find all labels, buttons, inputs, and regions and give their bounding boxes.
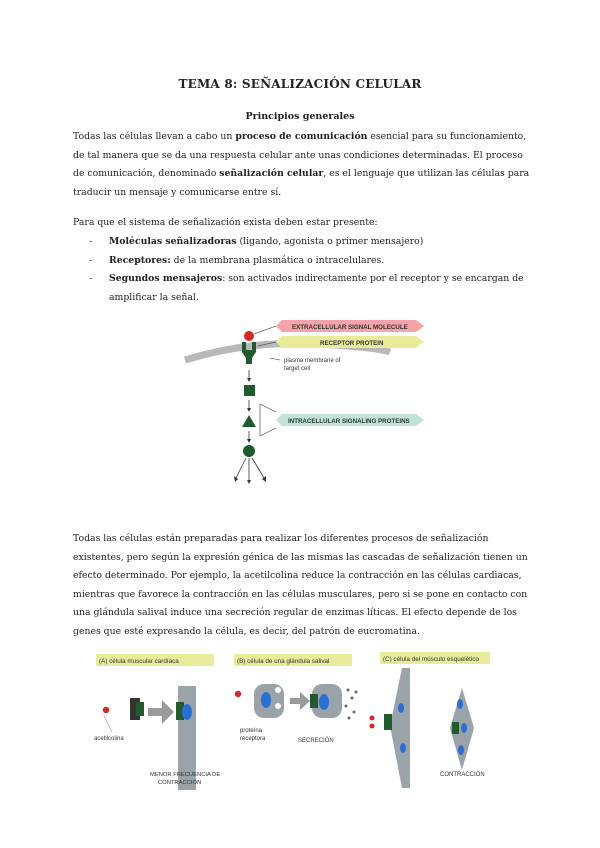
requirements-list — [89, 233, 529, 307]
list-text: (ligando, agonista o primer mensajero) — [236, 236, 424, 247]
receptor-label: RECEPTOR PROTEIN — [320, 340, 384, 347]
panel-a-result-2: CONTRACCIÓN — [158, 780, 202, 786]
list-term: Segundos mensajeros — [109, 273, 223, 284]
skeletal-cell-1 — [390, 668, 410, 788]
extracellular-label: EXTRACELLULAR SIGNAL MOLECULE — [292, 324, 408, 331]
list-dash: - — [89, 236, 93, 247]
p1-bold-process: proceso de comunicación — [235, 131, 368, 142]
requirements-paragraph: Para que el sistema de señalización exista deben estar presente: — [73, 217, 378, 228]
membrane-label-2: target cell — [284, 366, 311, 372]
list-item — [89, 252, 529, 271]
intracellular-label: INTRACELLULAR SIGNALING PROTEINS — [288, 418, 410, 425]
expression-paragraph: Todas las células están preparadas para realizar los diferentes procesos de señalización existentes, pero según la expresión génica de las mismas las cascadas de señalización tienen un efecto determinado. Por ejemplo, la acetilcolina reduce la contracción en las células cardiacas, mientras que favorece la contracción en las células musculares, pero si se pone en contacto con una glándula salival induce una secreción regular de enzimas líticas. El efecto depende de los genes que esté expresando la célula, es decir, del patrón de eucromatina. — [73, 533, 528, 637]
section-subtitle: Principios generales — [245, 111, 355, 122]
intracellular-protein-triangle — [242, 415, 256, 427]
p1-text-c: esencial para su funcionamiento, de tal manera que se da una respuesta celular ante unas condiciones determinadas. El proceso de comunicación, denominado — [73, 131, 527, 179]
protein-label-1: proteína — [240, 728, 263, 734]
p1-text-e: , es el lenguaje que utilizan las células para traducir un mensaje y comunicarse entre sí. — [73, 168, 530, 198]
p1-text-a: Todas las células llevan a cabo un — [73, 131, 236, 142]
membrane-label-1: plasma membrane of — [284, 358, 341, 364]
list-dash: - — [89, 273, 93, 284]
intracellular-protein-circle — [243, 445, 255, 457]
acetylcholine-dot-b — [235, 691, 241, 697]
intro-paragraph — [73, 128, 531, 202]
cell-examples-figure — [90, 648, 520, 798]
arrow-a — [148, 700, 174, 724]
list-term: Receptores: — [109, 254, 171, 266]
list-text: de la membrana plasmática o intracelulares. — [170, 254, 385, 266]
list-item — [89, 270, 529, 307]
panel-a-result-1: MENOR FRECUENCIA DE — [150, 772, 221, 778]
acetylcholine-dot-a — [103, 707, 109, 713]
arrow-b — [290, 692, 310, 710]
signal-molecule-dot — [244, 331, 254, 341]
list-term: Moléculas señalizadoras — [109, 236, 237, 247]
list-item — [89, 233, 529, 252]
protein-label-2: receptora — [240, 736, 266, 742]
page-title: TEMA 8: SEÑALIZACIÓN CELULAR — [178, 77, 422, 91]
acetylcholine-label: acetilcolina — [94, 736, 124, 742]
panel-b-label: (B) célula de una glándula salival — [237, 658, 330, 665]
panel-c-label: (C) célula del músculo esquelético — [383, 656, 479, 663]
list-dash: - — [89, 254, 93, 266]
p1-bold-signaling: señalización celular — [219, 168, 324, 179]
panel-c-result: CONTRACCIÓN — [440, 772, 485, 778]
intracellular-protein-square — [244, 385, 255, 396]
signaling-diagram — [180, 312, 440, 498]
panel-b-result: SECRECIÓN — [298, 738, 334, 744]
panel-a-label: (A) célula muscular cardíaca — [99, 658, 179, 665]
list-text: : son activados indirectamente por el receptor y se encargan de amplificar la señal. — [109, 273, 524, 303]
